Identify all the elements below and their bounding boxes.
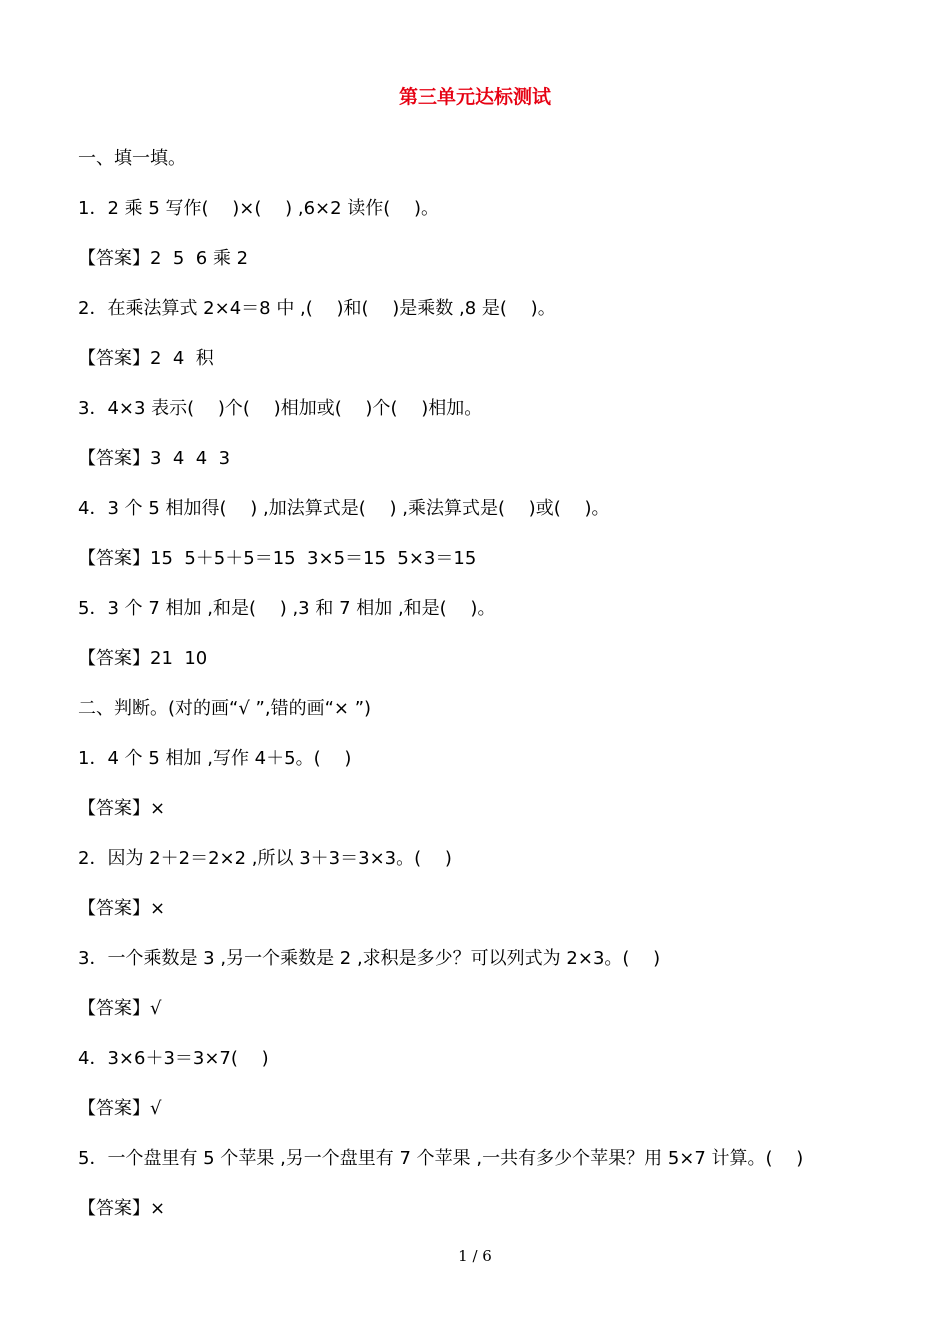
- answer-line: 【答案】3 4 4 3: [78, 448, 231, 469]
- section-heading: 二、判断。(对的画“√ ”,错的画“× ”): [78, 698, 372, 719]
- page-title: 第三单元达标测试: [398, 86, 551, 108]
- question-line: 2．因为 2＋2＝2×2 ,所以 3＋3＝3×3。( ): [78, 848, 452, 869]
- answer-line: 【答案】×: [78, 1198, 166, 1219]
- answer-line: 【答案】2 4 积: [78, 348, 214, 369]
- page-number: 1 / 6: [458, 1247, 492, 1265]
- question-line: 2．在乘法算式 2×4＝8 中 ,( )和( )是乘数 ,8 是( )。: [78, 298, 556, 319]
- answer-line: 【答案】√: [78, 1098, 162, 1119]
- question-line: 1．2 乘 5 写作( )×( ) ,6×2 读作( )。: [78, 198, 440, 219]
- question-line: 4．3 个 5 相加得( ) ,加法算式是( ) ,乘法算式是( )或( )。: [78, 498, 610, 519]
- question-line: 1．4 个 5 相加 ,写作 4＋5。( ): [78, 748, 352, 769]
- answer-line: 【答案】√: [78, 998, 162, 1019]
- question-line: 5．3 个 7 相加 ,和是( ) ,3 和 7 相加 ,和是( )。: [78, 598, 496, 619]
- answer-line: 【答案】15 5＋5＋5＝15 3×5＝15 5×3＝15: [78, 548, 477, 569]
- document-body: [78, 146, 898, 1246]
- answer-line: 【答案】21 10: [78, 648, 208, 669]
- question-line: 3．一个乘数是 3 ,另一个乘数是 2 ,求积是多少？可以列式为 2×3。( ): [78, 948, 661, 969]
- question-line: 3．4×3 表示( )个( )相加或( )个( )相加。: [78, 398, 483, 419]
- question-line: 4．3×6＋3＝3×7( ): [78, 1048, 269, 1069]
- question-line: 5．一个盘里有 5 个苹果 ,另一个盘里有 7 个苹果 ,一共有多少个苹果？用 5×7 计算。( ): [78, 1148, 804, 1169]
- answer-line: 【答案】×: [78, 798, 166, 819]
- section-heading: 一、填一填。: [78, 148, 186, 169]
- answer-line: 【答案】2 5 6 乘 2: [78, 248, 249, 269]
- answer-line: 【答案】×: [78, 898, 166, 919]
